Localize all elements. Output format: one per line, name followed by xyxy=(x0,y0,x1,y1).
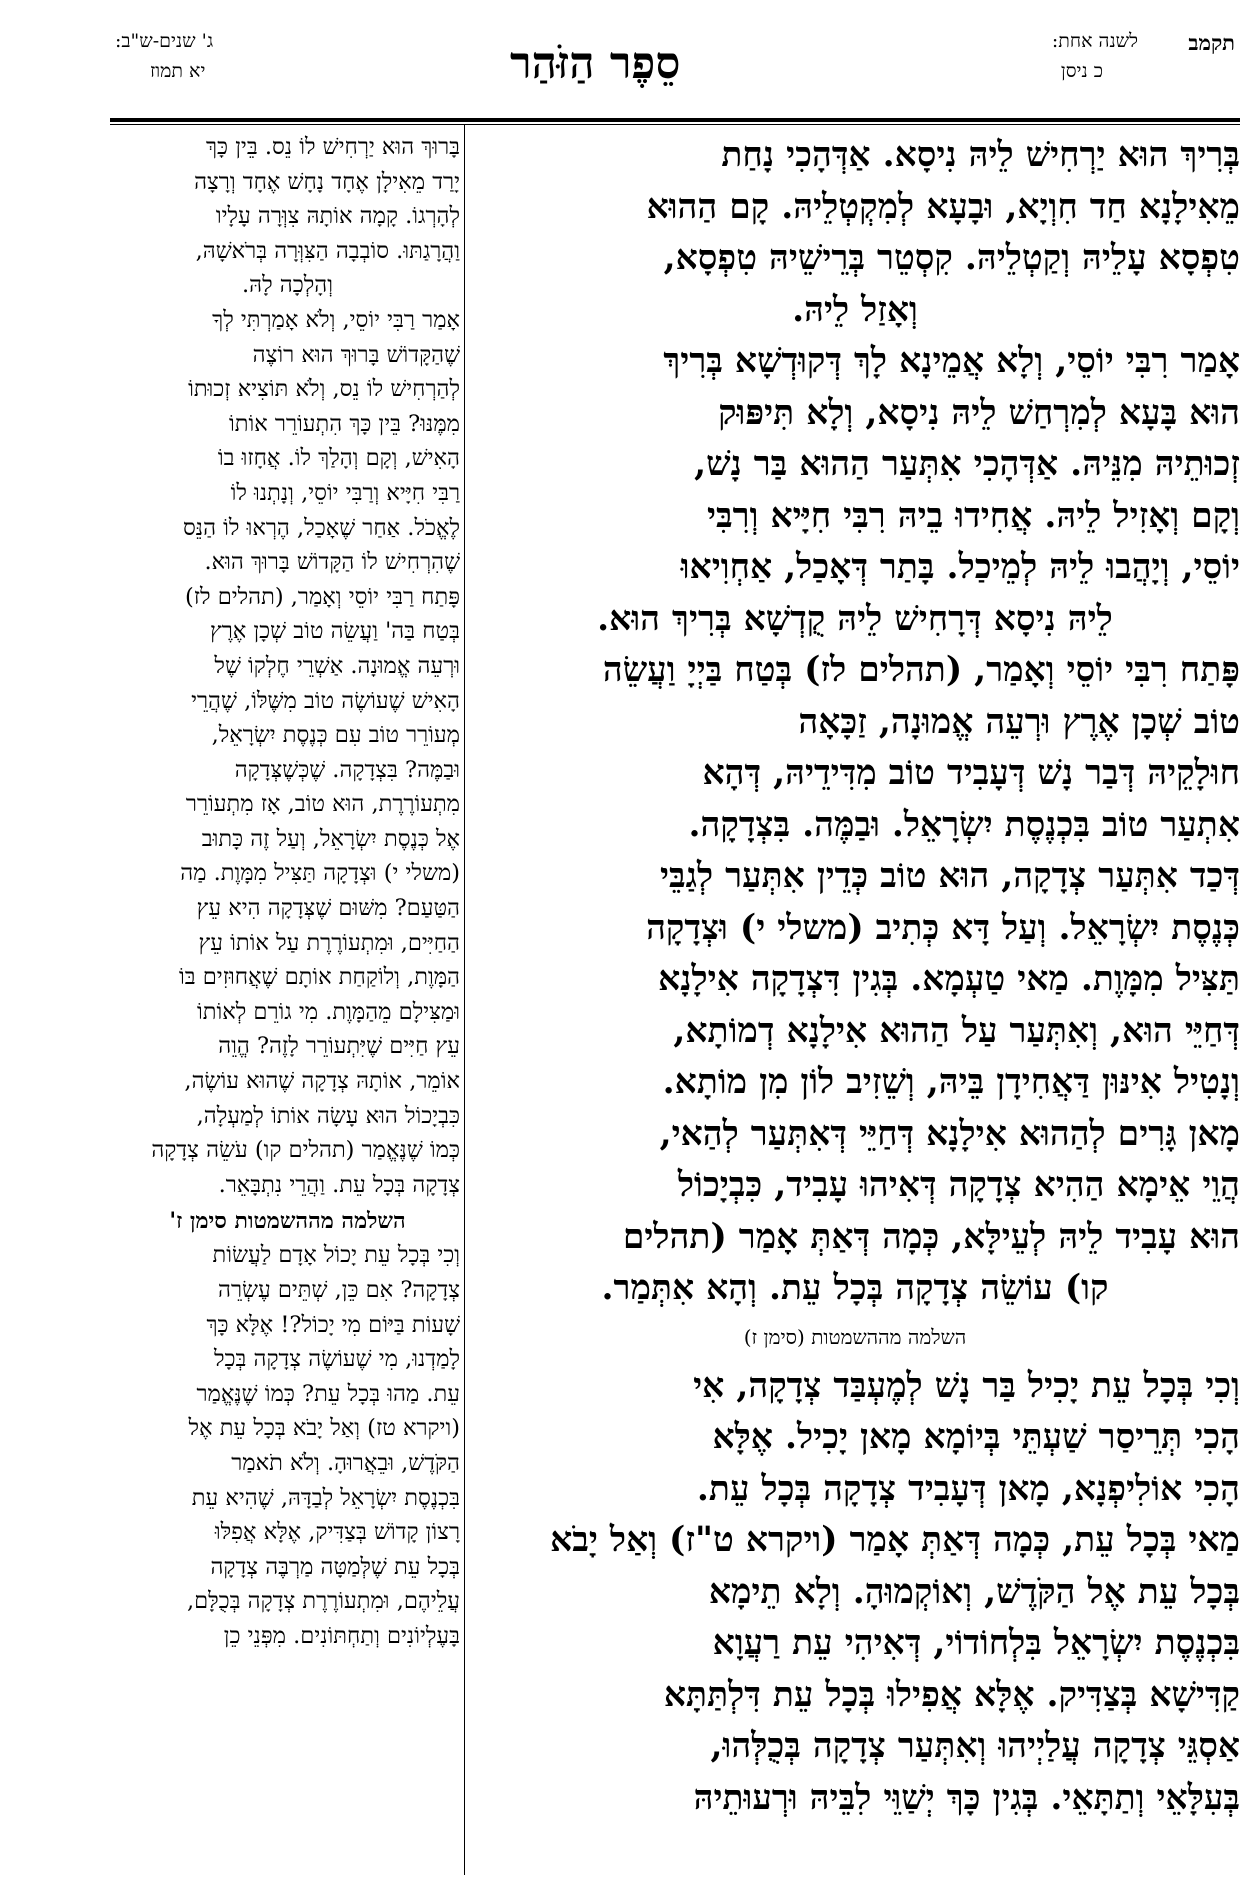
header-left-line2: יא תמוז xyxy=(150,60,206,82)
text-line: דְּחַיֵּי הוּא, וְאִתְּעַר עַל הַהוּא אִילָנָא דְמוֹתָא, xyxy=(673,1010,1240,1051)
header-right-line2: כ ניסן xyxy=(1060,60,1103,82)
header-rule-thin xyxy=(110,124,1240,125)
text-line: כְּנֶסֶת יִשְׂרָאֵל. וְעַל דָּא כְּתִיב (משלי י) וּצְדָקָה xyxy=(646,907,1240,948)
text-line: הֲוֵי אֵימָא הַהִיא צְדָקָה דְּאִיהוּ עָבִיד, כִּבְיָכוֹל xyxy=(677,1165,1240,1205)
text-line: וְכִי בְּכָל עֵת יָכוֹל אָדָם לַעֲשׂוֹת xyxy=(212,1242,460,1269)
text-line: הַמָּוֶת, וְלוֹקַחַת אוֹתָם שֶׁאֲחוּזִים בּוֹ xyxy=(179,964,460,991)
text-line: אָמַר רִבִּי יוֹסֵי, וְלָא אֲמֵינָא לָךְ דְּקוּדְשָׁא בְּרִיךְ xyxy=(663,341,1240,381)
text-line: שֶׁהִרְחִישׁ לוֹ הַקָּדוֹשׁ בָּרוּךְ הוּא. xyxy=(204,549,460,576)
header-rule xyxy=(110,118,1240,122)
text-line: קַדִּישָׁא בְּצַדִּיק. אֶלָּא אֲפִילוּ בְּכָל עֵת דִּלְתַּתָּא xyxy=(663,1674,1240,1715)
text-line: יָרַד מֵאִילָן אֶחָד נָחָשׁ אֶחָד וְרָצָה xyxy=(194,168,460,195)
page-number: תקמב xyxy=(1188,30,1235,55)
aramaic-text-block xyxy=(470,130,1240,1315)
text-line: כִּבְיָכוֹל הוּא עָשָׂה אוֹתוֹ לְמַעְלָה, xyxy=(196,1102,460,1129)
text-line: לָמַדְנוּ, מִי שֶׁעוֹשֶׂה צְדָקָה בְּכָל xyxy=(213,1346,460,1373)
text-line: הָאִישׁ, וְקָם וְהָלַךְ לוֹ. אֲחָזוּ בוֹ xyxy=(217,445,460,472)
header-right-line1: לשנה אחת: xyxy=(1051,30,1138,52)
text-line: בְּעִלָּאֵי וְתַתָּאֵי. בְּגִין כָּךְ יְשַׁוֵּי לִבֵּיהּ וּרְעוּתֵיהּ xyxy=(693,1777,1240,1818)
text-line: בִּכְנֶסֶת יִשְׂרָאֵל לְבַדָּהּ, שֶׁהִיא עֵת xyxy=(191,1484,460,1511)
text-line: וְאָזַל לֵיהּ. xyxy=(792,289,918,330)
text-line: טִפְסָא עָלֵיהּ וְקַטְלֵיהּ. קִסְטֵר בְּרֵישֵׁיהּ טִפְסָא, xyxy=(663,238,1240,278)
header-left-line1: ג' שנים-ש"ב: xyxy=(115,30,214,52)
aramaic-column xyxy=(470,130,1240,1875)
text-line: מָאן גָּרִים לְהַהוּא אִילָנָא דְּחַיֵּי דְּאִתְּעַר לְהַאי, xyxy=(659,1113,1240,1154)
text-line: הוּא עָבִיד לֵיהּ לְעֵילָּא, כְּמָה דְּאַתְּ אָמַר (תהלים xyxy=(622,1216,1240,1257)
text-line: וַהֲרָגַתּוּ. סוֹבְבָה הַצִּוְּרָה בְּרֹאשָׁהּ, xyxy=(195,237,460,264)
text-line: זְכוּתֵיהּ מִנֵּיהּ. אַדְּהָכִי אִתְּעַר הַהוּא בַּר נָשׁ, xyxy=(694,444,1240,484)
text-line: מְעוֹרֵר טוֹב עִם כְּנֶסֶת יִשְׂרָאֵל, xyxy=(211,722,460,749)
text-line: הָאִישׁ שֶׁעוֹשֶׂה טוֹב מִשֶּׁלּוֹ, שֶׁהֲרֵי xyxy=(191,687,460,714)
text-line: עֵת. מַהוּ בְּכָל עֵת? כְּמוֹ שֶׁנֶּאֱמַר xyxy=(196,1380,460,1407)
text-line: כְּמוֹ שֶׁנֶּאֱמַר (תהלים קו) עֹשֵׂה צְדָקָה xyxy=(151,1137,460,1164)
hebrew-section-heading: השלמה מההשמטות סימן ז' xyxy=(169,1208,406,1235)
text-line: בָּעֶלְיוֹנִים וְתַחְתּוֹנִים. מִפְּנֵי כֵן xyxy=(223,1622,460,1649)
page-header xyxy=(0,0,1253,125)
text-line: שֶׁהַקָּדוֹשׁ בָּרוּךְ הוּא רוֹצֶה xyxy=(252,341,460,368)
text-line: הַחַיִּים, וּמִתְעוֹרֶרֶת עַל אוֹתוֹ עֵץ xyxy=(198,929,460,956)
hebrew-translation-column xyxy=(115,130,460,1875)
text-line: רַבִּי חִיָּיא וְרַבִּי יוֹסֵי, וְנָתְנוּ לוֹ xyxy=(230,479,460,506)
text-line: וּמַצִּילָם מֵהַמָּוֶת. מִי גוֹרֵם לְאוֹתוֹ xyxy=(197,998,460,1025)
text-line: מֵאִילָנָא חַד חִוְיָא, וּבָעָא לְמִקְטְלֵיהּ. קָם הַהוּא xyxy=(646,186,1240,227)
text-line: הַקֹּדֶשׁ, וּבֵאֲרוּהָ. וְלֹא תֹאמַר xyxy=(231,1449,460,1476)
text-line: פָּתַח רַבִּי יוֹסֵי וְאָמַר, (תהלים לז) xyxy=(184,583,460,610)
text-line: מִתְעוֹרֶרֶת, הוּא טוֹב, אָז מִתְעוֹרֵר xyxy=(185,791,460,818)
text-line: אִתְעַר טוֹב בִּכְנֶסֶת יִשְׂרָאֵל. וּבַמֶּה. בִּצְדָקָה. xyxy=(688,804,1240,845)
text-line: הָכִי אוֹלִיפְנָא, מָאן דְּעָבִיד צְדָקָה בְּכָל עֵת. xyxy=(696,1468,1240,1509)
text-line: הָכִי תְּרֵיסַר שַׁעְתֵּי בְּיוֹמָא מָאן יָכִיל. אֶלָּא xyxy=(712,1417,1240,1457)
text-line: הוּא בָּעָא לְמִרְחַשׁ לֵיהּ נִיסָא, וְלָא תִּיפּוּק xyxy=(718,392,1240,433)
text-line: מַאי בְּכָל עֵת, כְּמָה דְּאַתְּ אָמַר (ויקרא ט"ז) וְאַל יָבֹא xyxy=(550,1520,1240,1560)
text-line: בְּרִיךְ הוּא יַרְחִישׁ לֵיהּ נִיסָא. אַדְּהָכִי נָחַת xyxy=(721,135,1240,175)
text-line: צְדָקָה? אִם כֵּן, שְׁתֵּים עֶשְׂרֵה xyxy=(218,1277,460,1303)
text-line: טוֹב שְׁכָן אֶרֶץ וּרְעֵה אֱמוּנָה, זַכָּאָה xyxy=(798,701,1240,742)
aramaic-section-heading: השלמה מההשמטות (סימן ז) xyxy=(743,1324,967,1349)
column-divider xyxy=(464,125,465,1875)
text-line: צְדָקָה בְּכָל עֵת. וַהֲרֵי נִתְבָּאֵר. xyxy=(218,1171,460,1198)
text-line: שָׁעוֹת בַּיּוֹם מִי יָכוֹל?! אֶלָּא כָּךְ xyxy=(206,1311,460,1338)
text-line: וּרְעֵה אֱמוּנָה. אַשְׁרֵי חֶלְקוֹ שֶׁל xyxy=(214,652,460,679)
hebrew-text-block-2 xyxy=(115,1238,460,1653)
text-line: הַטַּעַם? מִשּׁוּם שֶׁצְּדָקָה הִיא עֵץ xyxy=(196,895,460,922)
text-line: בְּכָל עֵת אֶל הַקֹּדֶשׁ, וְאוֹקְמוּהָ. וְלָא תֵימָא xyxy=(708,1571,1240,1612)
text-line: לְהָרְגוֹ. קָמָה אוֹתָהּ צִוְּרָה עָלָיו xyxy=(215,203,460,230)
text-line: אוֹמֵר, אוֹתָהּ צְדָקָה שֶׁהוּא עוֹשֶׂה, xyxy=(184,1068,460,1095)
text-line: וְקָם וְאָזִיל לֵיהּ. אֲחִידוּ בֵיהּ רִבִּי חִיָּיא וְרִבִּי xyxy=(707,495,1240,536)
text-line: בִּכְנֶסֶת יִשְׂרָאֵל בִּלְחוֹדוֹי, דְּאִיהִי עֵת רַעֲוָא xyxy=(712,1623,1240,1663)
text-line: וְכִי בְּכָל עֵת יָכִיל בַּר נָשׁ לְמֶעְבַּד צְדָקָה, אִי xyxy=(693,1365,1240,1406)
text-line: עֲלֵיהֶם, וּמִתְעוֹרֶרֶת צְדָקָה בְּכֻלָּם, xyxy=(186,1588,460,1615)
text-line: יוֹסֵי, וְיָהֲבוּ לֵיהּ לְמֵיכַל. בָּתַר דְּאָכַל, אַחְוִיאוּ xyxy=(680,547,1240,587)
text-line: רָצוֹן קָדוֹשׁ בְּצַדִּיק, אֶלָּא אֲפִלּוּ xyxy=(214,1519,460,1546)
text-line: מִמֶּנּוּ? בֵּין כָּךְ הִתְעוֹרֵר אוֹתוֹ xyxy=(229,410,460,437)
text-line: לֵיהּ נִיסָא דְּרָחִישׁ לֵיהּ קֻדְשָׁא בְּרִיךְ הוּא. xyxy=(597,598,1113,639)
text-line: דְּכַד אִתְּעַר צְדָקָה, הוּא טוֹב כְּדֵין אִתְּעַר לְגַבֵּי xyxy=(659,856,1240,896)
text-line: וְנָטִיל אִינּוּן דַּאֲחִידָן בֵּיהּ, וְשֵׁזִיב לוֹן מִן מוֹתָא. xyxy=(662,1062,1240,1102)
text-line: (ויקרא טז) וְאַל יָבֹא בְּכָל עֵת אֶל xyxy=(188,1415,460,1442)
text-line: אֶל כְּנֶסֶת יִשְׂרָאֵל, וְעַל זֶה כָּתוּב xyxy=(201,825,460,852)
text-line: אַסְגֵּי צְדָקָה עֲלַיְיהוּ וְאִתְּעַר צְדָקָה בְּכֻלְּהוּ, xyxy=(710,1726,1240,1766)
book-title: סֵפֶר הַזֹּהַר xyxy=(510,38,681,89)
aramaic-text-block-2 xyxy=(470,1361,1240,1825)
text-line: לְהַרְחִישׁ לוֹ נֵס, וְלֹא תּוֹצִיא זְכוּתוֹ xyxy=(188,376,460,403)
text-line: פָּתַח רִבִּי יוֹסֵי וְאָמַר, (תהלים לז) בְּטַח בַּיְיָ וַעֲשֵׂה xyxy=(602,650,1240,690)
text-line: אָמַר רַבִּי יוֹסֵי, וְלֹא אָמַרְתִּי לְךָ xyxy=(212,306,460,333)
hebrew-text-block xyxy=(115,130,460,1202)
text-line: חוּלָקֵיהּ דְּבַר נָשׁ דְּעָבִיד טוֹב מִדִּידֵיהּ, דְּהָא xyxy=(702,753,1240,793)
text-line: בְּכָל עֵת שֶׁלְּמַטָּה מַרְבֶּה צְדָקָה xyxy=(210,1553,460,1580)
text-line: וְהָלְכָה לָהּ. xyxy=(242,272,333,299)
text-line: בָּרוּךְ הוּא יַרְחִישׁ לוֹ נֵס. בֵּין כָּךְ xyxy=(206,134,460,160)
text-line: קו) עוֹשֵׂה צְדָקָה בְּכָל עֵת. וְהָא אִתְּמַר. xyxy=(601,1268,1109,1308)
text-line: תַּצִּיל מִמָּוֶת. מַאי טַעְמָא. בְּגִין דִּצְדָקָה אִילָנָא xyxy=(658,959,1240,999)
text-line: עֵץ חַיִּים שֶׁיִּתְעוֹרֵר לָזֶה? הֱוֵה xyxy=(218,1033,460,1060)
text-line: וּבַמֶּה? בִּצְדָקָה. שֶׁכְּשֶׁצְּדָקָה xyxy=(234,756,460,783)
text-line: בְּטַח בַּה' וַעֲשֵׂה טוֹב שְׁכָן אֶרֶץ xyxy=(210,618,460,645)
text-line: לֶאֱכֹל. אַחַר שֶׁאָכַל, הֶרְאוּ לוֹ הַנֵּס xyxy=(182,514,460,541)
text-line: (משלי י) וּצְדָקָה תַּצִּיל מִמָּוֶת. מַה xyxy=(180,860,460,887)
